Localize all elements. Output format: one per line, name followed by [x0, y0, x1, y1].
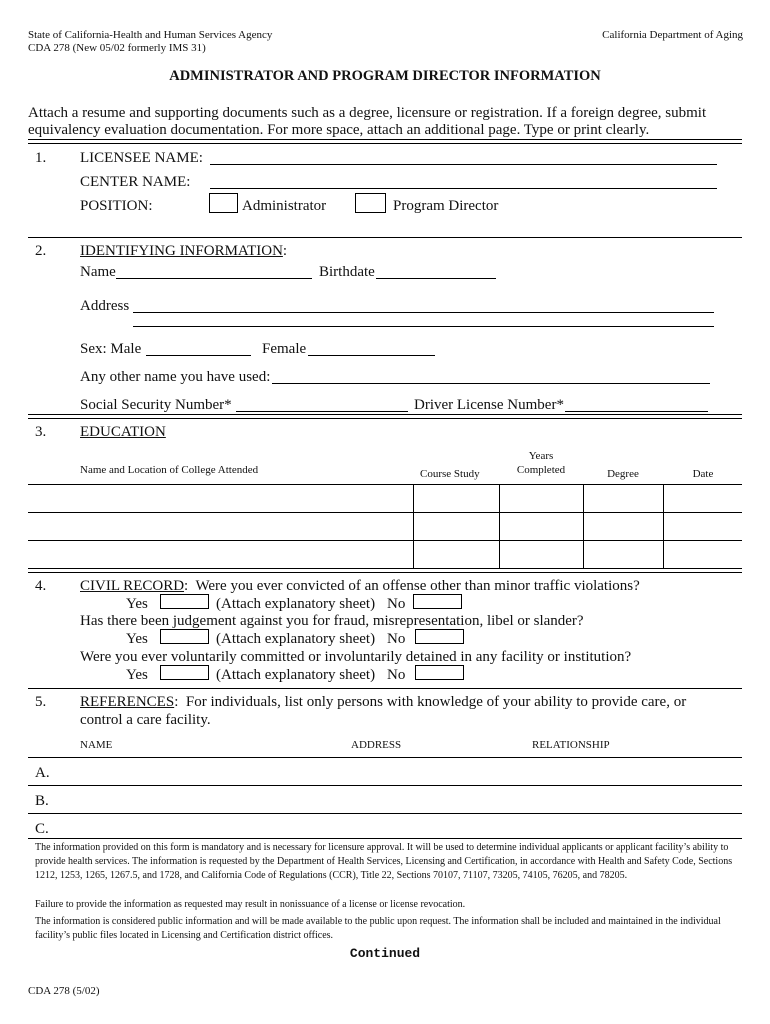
agency-name: State of California-Health and Human Services Agency [28, 29, 273, 41]
privacy-notice-p3: The information is considered public information and will be made available to the public upon request. The information shall be included and maintained in the individual facility’s public files located in Licensing and Certification district offices. [35, 916, 721, 941]
center-name-field[interactable] [210, 188, 717, 189]
reference-row-c: C. [35, 821, 49, 837]
female-field[interactable] [308, 355, 435, 356]
table-column-divider [663, 484, 664, 568]
other-name-field[interactable] [272, 383, 710, 384]
references-line-1: REFERENCES: For individuals, list only persons with knowledge of your ability to provide care, or [80, 694, 687, 710]
q2-yes-box[interactable] [160, 629, 209, 644]
table-line [28, 484, 742, 485]
divider [28, 139, 742, 144]
q3-yes-label: Yes [126, 667, 148, 683]
col-degree: Degree [607, 468, 639, 480]
address-label: Address [80, 298, 130, 314]
civil-record-q1: CIVIL RECORD: Were you ever convicted of an offense other than minor traffic violations? [80, 578, 640, 594]
licensee-name-label: LICENSEE NAME: [80, 150, 203, 166]
program-director-label: Program Director [393, 198, 499, 214]
q1-yes-box[interactable] [160, 594, 209, 609]
q1-yes-label: Yes [126, 596, 148, 612]
q2-yes-label: Yes [126, 631, 148, 647]
ssn-label: Social Security Number* [80, 397, 232, 413]
female-label: Female [262, 341, 307, 357]
table-column-divider [583, 484, 584, 568]
department-name: California Department of Aging [602, 29, 743, 41]
center-name-label: CENTER NAME: [80, 174, 191, 190]
table-line [28, 568, 742, 569]
heading-colon: : [282, 243, 288, 259]
col-years-line-1: Years [528, 450, 554, 462]
q3-yes-box[interactable] [160, 665, 209, 680]
other-name-label: Any other name you have used: [80, 369, 271, 385]
birthdate-label: Birthdate [319, 264, 375, 280]
driver-license-field[interactable] [565, 411, 708, 412]
form-title: ADMINISTRATOR AND PROGRAM DIRECTOR INFORMATION [169, 68, 601, 84]
q1-no-box[interactable] [413, 594, 462, 609]
table-line [28, 757, 742, 758]
continued-label: Continued [349, 946, 421, 961]
licensee-name-field[interactable] [210, 164, 717, 165]
references-heading: REFERENCES [80, 694, 175, 710]
reference-row-a: A. [35, 765, 50, 781]
form-number: CDA 278 (New 05/02 formerly IMS 31) [28, 42, 206, 54]
privacy-notice-p2: Failure to provide the information as requested may result in nonissuance of a license or license revocation. [35, 899, 466, 910]
administrator-label: Administrator [242, 198, 327, 214]
education-heading: EDUCATION [80, 424, 166, 440]
divider [28, 414, 742, 419]
references-text-2: control a care facility. [80, 712, 211, 728]
q1-attach-label: (Attach explanatory sheet) [216, 596, 376, 612]
divider [28, 688, 742, 689]
col-date: Date [692, 468, 714, 480]
address-field-line-2[interactable] [133, 326, 714, 327]
civil-record-heading: CIVIL RECORD [80, 578, 185, 594]
sex-male-label: Sex: Male [80, 341, 142, 357]
table-line [28, 838, 742, 839]
section-5-number: 5. [35, 694, 47, 710]
table-line [28, 785, 742, 786]
administrator-checkbox[interactable] [209, 193, 238, 213]
table-line [28, 512, 742, 513]
section-2-number: 2. [35, 243, 47, 259]
q2-attach-label: (Attach explanatory sheet) [216, 631, 376, 647]
table-line [28, 540, 742, 541]
divider [28, 572, 742, 573]
q3-attach-label: (Attach explanatory sheet) [216, 667, 376, 683]
position-label: POSITION: [80, 198, 153, 214]
intro-line-2: equivalency evaluation documentation. For more space, attach an additional page. Type or print clearly. [28, 122, 650, 138]
program-director-checkbox[interactable] [355, 193, 386, 213]
table-column-divider [499, 484, 500, 568]
col-relationship: RELATIONSHIP [532, 739, 610, 751]
table-line [28, 813, 742, 814]
section-1-number: 1. [35, 150, 47, 166]
q3-no-label: No [387, 667, 406, 683]
intro-line-1: Attach a resume and supporting documents such as a degree, licensure or registration. If a foreign degree, submit [28, 105, 707, 121]
address-field-line-1[interactable] [133, 312, 714, 313]
section-3-number: 3. [35, 424, 47, 440]
section-4-number: 4. [35, 578, 47, 594]
name-field[interactable] [116, 278, 312, 279]
q2-no-label: No [387, 631, 406, 647]
divider [28, 237, 742, 238]
col-course-study: Course Study [420, 468, 480, 480]
question-1-text: Were you ever convicted of an offense other than minor traffic violations? [195, 578, 640, 594]
col-name: NAME [80, 739, 113, 751]
driver-license-label: Driver License Number* [414, 397, 564, 413]
q2-no-box[interactable] [415, 629, 464, 644]
name-label: Name [80, 264, 116, 280]
section-2-heading [80, 243, 287, 260]
identifying-information-heading: IDENTIFYING INFORMATION [80, 243, 283, 259]
footer-form-number: CDA 278 (5/02) [28, 985, 100, 997]
reference-row-b: B. [35, 793, 49, 809]
male-field[interactable] [146, 355, 251, 356]
question-3-text: Were you ever voluntarily committed or involuntarily detained in any facility or institution? [80, 649, 632, 665]
birthdate-field[interactable] [376, 278, 496, 279]
question-2-text: Has there been judgement against you for fraud, misrepresentation, libel or slander? [80, 613, 584, 629]
col-years-line-2: Completed [516, 464, 566, 476]
references-text-1: For individuals, list only persons with knowledge of your ability to provide care, or [185, 694, 687, 710]
table-column-divider [413, 484, 414, 568]
q1-no-label: No [387, 596, 406, 612]
col-college: Name and Location of College Attended [80, 464, 259, 476]
ssn-field[interactable] [236, 411, 408, 412]
privacy-notice-p1: The information provided on this form is mandatory and is necessary for licensure approval. It will be used to determine individual applicants or applicant facility’s ability to provide health services. The information is requested by the Department of Health Services, Licensing and Certification, in accordance with Health and Safety Code, Sections 1212, 1253, 1265, 1267.5, and 1728, and California Code of Regulations (CCR), Title 22, Sections 70107, 71107, 73205, 74105, 76205, and 78205. [35, 842, 733, 881]
q3-no-box[interactable] [415, 665, 464, 680]
col-address: ADDRESS [351, 739, 402, 751]
